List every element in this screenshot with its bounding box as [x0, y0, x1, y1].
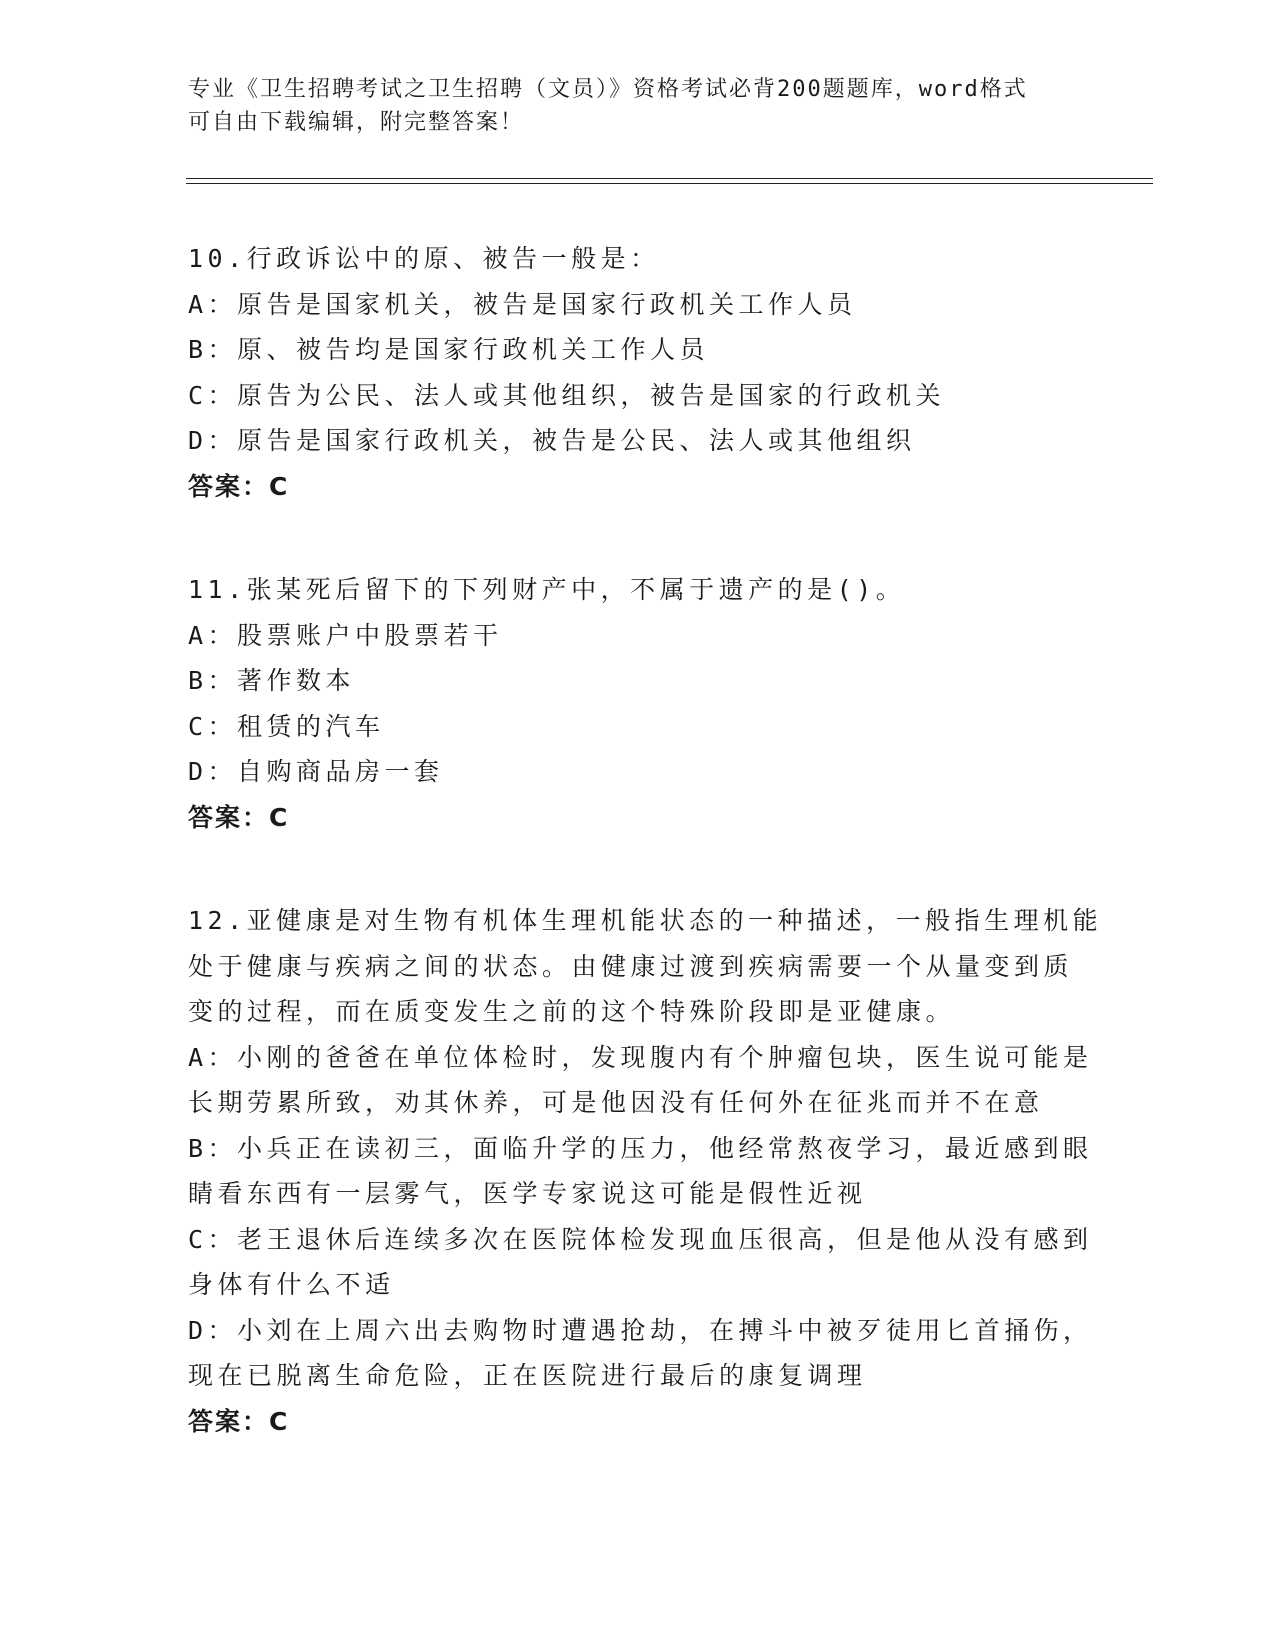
option-b-line-1: B：小兵正在读初三，面临升学的压力，他经常熬夜学习，最近感到眼	[188, 1133, 1093, 1163]
option-a-line-2: 长期劳累所致，劝其休养，可是他因没有任何外在征兆而并不在意	[188, 1088, 1044, 1117]
question-stem-line-3: 变的过程，而在质变发生之前的这个特殊阶段即是亚健康。	[188, 997, 956, 1026]
question-10	[188, 236, 1088, 509]
header-divider-top	[186, 178, 1153, 179]
option-d-line-1: D：小刘在上周六出去购物时遭遇抢劫，在搏斗中被歹徒用匕首捅伤，	[188, 1315, 1093, 1345]
option-c-line-1: C：老王退休后连续多次在医院体检发现血压很高，但是他从没有感到	[188, 1224, 1093, 1254]
option-d-line-2: 现在已脱离生命危险，正在医院进行最后的康复调理	[188, 1361, 867, 1390]
option-a-line-1: A：小刚的爸爸在单位体检时，发现腹内有个肿瘤包块，医生说可能是	[188, 1042, 1093, 1072]
option-c: C：原告为公民、法人或其他组织，被告是国家的行政机关	[188, 380, 946, 410]
option-c-line-2: 身体有什么不适	[188, 1270, 395, 1299]
header-line-2: 可自由下载编辑，附完整答案！	[188, 110, 525, 135]
option-b-line-2: 睛看东西有一层雾气，医学专家说这可能是假性近视	[188, 1179, 867, 1208]
header-line-1: 专业《卫生招聘考试之卫生招聘（文员）》资格考试必背200题题库，word格式	[188, 77, 1028, 102]
answer-label: 答案：C	[188, 471, 290, 501]
header-divider-bottom	[186, 183, 1153, 184]
answer-label: 答案：C	[188, 802, 290, 832]
question-list	[188, 236, 1103, 1502]
option-b: B：原、被告均是国家行政机关工作人员	[188, 335, 710, 364]
question-stem-line-1: 12.亚健康是对生物有机体生理机能状态的一种描述，一般指生理机能	[188, 906, 1103, 935]
option-a: A：股票账户中股票若干	[188, 620, 503, 650]
option-d: D：原告是国家行政机关，被告是公民、法人或其他组织	[188, 426, 916, 455]
question-stem: 11.张某死后留下的下列财产中，不属于遗产的是()。	[188, 575, 906, 604]
question-stem-line-2: 处于健康与疾病之间的状态。由健康过渡到疾病需要一个从量变到质	[188, 951, 1074, 981]
document-header	[188, 73, 1088, 139]
question-12	[188, 898, 1103, 1444]
question-stem: 10.行政诉讼中的原、被告一般是：	[188, 244, 660, 273]
question-11	[188, 567, 1088, 840]
option-b: B：著作数本	[188, 666, 356, 695]
option-d: D：自购商品房一套	[188, 757, 444, 786]
option-c: C：租赁的汽车	[188, 711, 385, 741]
option-a: A：原告是国家机关，被告是国家行政机关工作人员	[188, 289, 857, 319]
answer-label: 答案：C	[188, 1406, 290, 1436]
